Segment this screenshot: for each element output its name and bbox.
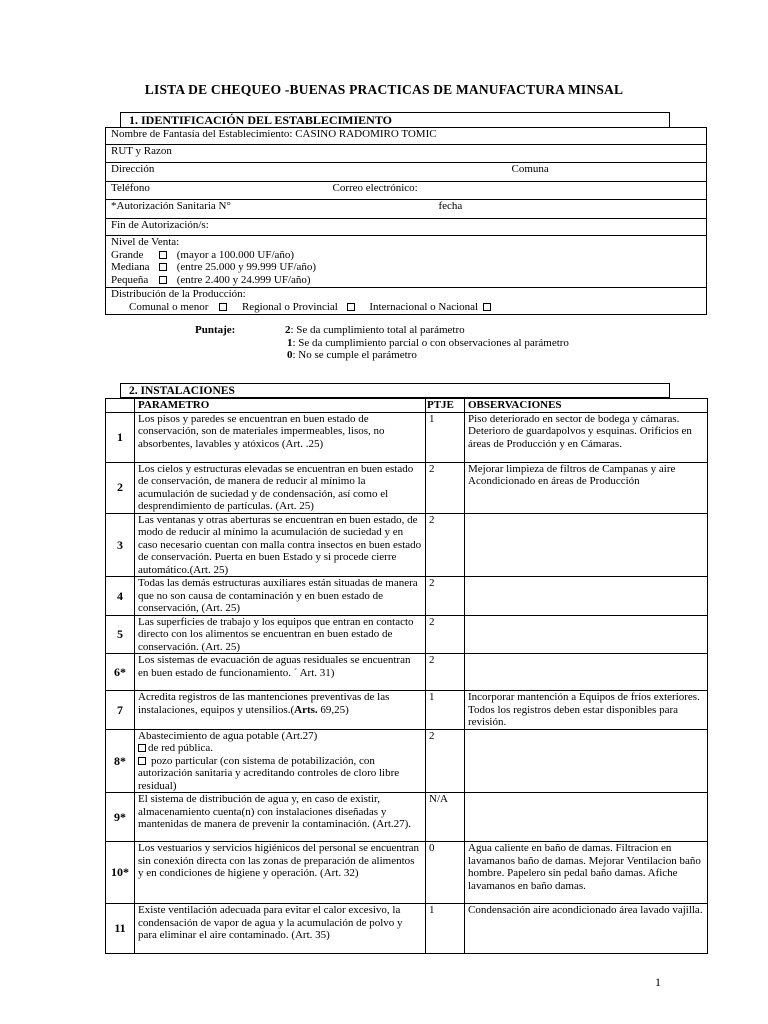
row-parametro <box>135 691 426 730</box>
row-ptje: 2 <box>426 729 465 793</box>
distribucion-label: Distribución de la Producción: <box>111 288 246 300</box>
param-text: Acredita registros de las mantenciones preventivas de las instalaciones, equipos y utensilios.( <box>138 691 390 716</box>
row-parametro: Los sistemas de evacuación de aguas residuales se encuentran en buen estado de funcionamiento. ´ Art. 31) <box>135 654 426 691</box>
score-value: 0 <box>287 349 293 361</box>
row-ptje: 2 <box>426 577 465 616</box>
red-publica-checkbox[interactable] <box>138 744 146 752</box>
table-row <box>106 615 708 654</box>
pequena-checkbox[interactable] <box>159 276 167 284</box>
internacional-label: Internacional o Nacional <box>369 300 479 313</box>
section2-heading: 2. INSTALACIONES <box>120 383 670 398</box>
direccion-label: Dirección <box>111 163 155 175</box>
page-number: 1 <box>655 975 661 989</box>
phone-field <box>106 182 707 200</box>
row-number: 4 <box>106 577 135 616</box>
row-number: 11 <box>106 904 135 954</box>
puntaje-legend <box>195 324 235 337</box>
row-ptje: 2 <box>426 615 465 654</box>
table-row <box>106 842 708 904</box>
row-observaciones <box>465 793 708 842</box>
row-number: 3 <box>106 513 135 577</box>
address-field <box>106 163 707 182</box>
nivel-venta-label: Nivel de Venta: <box>111 236 180 248</box>
rut-field: RUT y Razon <box>106 145 707 163</box>
pequena-option <box>111 274 706 287</box>
comunal-label: Comunal o menor <box>129 300 209 313</box>
row-observaciones: Incorporar mantención a Equipos de fríos exteriores. Todos los registros deben estar disponibles para revisión. <box>465 691 708 730</box>
score-text: : Se da cumplimiento total al parámetro <box>290 324 465 336</box>
row-ptje: 2 <box>426 462 465 513</box>
param-text: de red pública. <box>148 742 214 754</box>
row-observaciones <box>465 513 708 577</box>
table-header-row <box>106 399 708 413</box>
authorization-field <box>106 200 707 219</box>
regional-checkbox[interactable] <box>347 303 355 311</box>
row-parametro: Las superficies de trabajo y los equipos que entran en contacto directo con los alimentos se encuentran en buen estado de conservación. (Art. 25) <box>135 615 426 654</box>
row-parametro: Todas las demás estructuras auxiliares están situadas de manera que no son causa de contaminación y en buen estado de conservación, (Art. 25) <box>135 577 426 616</box>
table-row <box>106 462 708 513</box>
fecha-label: fecha <box>438 200 463 212</box>
nivel-venta-field <box>106 236 707 288</box>
section1-heading: 1. IDENTIFICACIÓN DEL ESTABLECIMIENTO <box>120 112 670 128</box>
row-observaciones <box>465 729 708 793</box>
row-number: 2 <box>106 462 135 513</box>
table-row <box>106 691 708 730</box>
score-text: : No se cumple el parámetro <box>292 349 417 361</box>
table-row <box>106 729 708 793</box>
row-observaciones: Piso deteriorado en sector de bodega y cámaras. Deterioro de guardapolvos y esquinas. Orificios en áreas de Producción y en Cámaras. <box>465 412 708 462</box>
distribucion-options <box>111 301 706 314</box>
row-parametro: Los cielos y estructuras elevadas se encuentran en buen estado de conservación, de manera de reducir al mínimo la acumulación de suciedad y de condensación, así como el desprendimiento de partículas. (Art. 25) <box>135 462 426 513</box>
table-row <box>106 412 708 462</box>
distribucion-field <box>106 288 707 315</box>
puntaje-line <box>285 324 569 337</box>
param-text: pozo particular (con sistema de potabilización, con autorización sanitaria y acreditando controles de cloro libre residual) <box>138 754 400 792</box>
table-row <box>106 793 708 842</box>
row-ptje: 1 <box>426 691 465 730</box>
row-observaciones <box>465 654 708 691</box>
pozo-checkbox[interactable] <box>138 757 146 765</box>
row-ptje: 1 <box>426 412 465 462</box>
header-ptje: PTJE <box>426 399 465 413</box>
score-text: : Se da cumplimiento parcial o con observaciones al parámetro <box>292 336 569 349</box>
mediana-option <box>111 261 706 274</box>
pequena-range: (entre 2.400 y 24.999 UF/año) <box>176 273 311 286</box>
row-observaciones <box>465 615 708 654</box>
pozo-option <box>138 755 422 793</box>
grande-label: Grande <box>111 248 144 261</box>
header-parametro: PARAMETRO <box>135 399 426 413</box>
row-observaciones: Condensación aire acondicionado área lavado vajilla. <box>465 904 708 954</box>
table-row <box>106 513 708 577</box>
puntaje-line <box>285 349 569 362</box>
internacional-checkbox[interactable] <box>483 303 491 311</box>
mediana-label: Mediana <box>111 261 150 273</box>
param-bold: Arts. <box>294 703 318 716</box>
param-text: 69,25) <box>317 703 349 716</box>
row-parametro: Las ventanas y otras aberturas se encuentran en buen estado, de modo de reducir al mínimo la acumulación de suciedad y en caso necesario cuentan con malla contra insectos en buen estado de conservación. Puerta en buen Estado y si procede cierre automático.(Art. 25) <box>135 513 426 577</box>
row-parametro: Existe ventilación adecuada para evitar el calor excesivo, la condensación de vapor de agua y la acumulación de polvo y para eliminar el aire contaminado. (Art. 35) <box>135 904 426 954</box>
pequena-label: Pequeña <box>111 273 149 286</box>
row-parametro: Los pisos y paredes se encuentran en buen estado de conservación, son de materiales impermeables, lisos, no absorbentes, lavables y atóxicos (Art. .25) <box>135 412 426 462</box>
row-ptje: 1 <box>426 904 465 954</box>
header-observaciones: OBSERVACIONES <box>465 399 708 413</box>
fin-autorizacion-field: Fin de Autorización/s: <box>106 219 707 236</box>
comunal-checkbox[interactable] <box>219 303 227 311</box>
row-number: 10* <box>106 842 135 904</box>
puntaje-lines <box>285 324 569 362</box>
row-ptje: 2 <box>426 513 465 577</box>
score-value: 1 <box>287 336 293 349</box>
row-number: 7 <box>106 691 135 730</box>
row-ptje: 0 <box>426 842 465 904</box>
score-value: 2 <box>285 324 291 336</box>
mediana-range: (entre 25.000 y 99.999 UF/año) <box>176 261 317 273</box>
comuna-label: Comuna <box>511 163 549 175</box>
grande-option <box>111 249 706 262</box>
row-observaciones <box>465 577 708 616</box>
correo-label: Correo electrónico: <box>332 182 418 194</box>
row-number: 6* <box>106 654 135 691</box>
grande-range: (mayor a 100.000 UF/año) <box>176 248 295 261</box>
row-number: 8* <box>106 729 135 793</box>
puntaje-line <box>285 337 569 350</box>
autorizacion-label: *Autorización Sanitaria N° <box>111 200 231 212</box>
puntaje-label: Puntaje: <box>195 324 236 336</box>
document-title: LISTA DE CHEQUEO -BUENAS PRACTICAS DE MANUFACTURA MINSAL <box>144 82 624 97</box>
table-row <box>106 904 708 954</box>
row-parametro: El sistema de distribución de agua y, en caso de existir, almacenamiento cuenta(n) con instalaciones diseñadas y mantenidas de manera de prevenir la contaminación. (Art.27). <box>135 793 426 842</box>
row-ptje: N/A <box>426 793 465 842</box>
param-text: Abastecimiento de agua potable (Art.27) <box>138 729 318 742</box>
row-number: 5 <box>106 615 135 654</box>
installations-table <box>105 398 708 954</box>
row-observaciones: Agua caliente en baño de damas. Filtracion en lavamanos baño de damas. Mejorar Ventilacion baño hombre. Papelero sin pedal baño damas. Afiche lavamanos en baño damas. <box>465 842 708 904</box>
mediana-checkbox[interactable] <box>159 263 167 271</box>
row-observaciones: Mejorar limpieza de filtros de Campanas y aire Acondicionado en áreas de Producción <box>465 462 708 513</box>
row-parametro <box>135 729 426 793</box>
table-row <box>106 654 708 691</box>
row-ptje: 2 <box>426 654 465 691</box>
row-number: 1 <box>106 412 135 462</box>
row-number: 9* <box>106 793 135 842</box>
table-row <box>106 577 708 616</box>
grande-checkbox[interactable] <box>159 251 167 259</box>
header-num <box>106 399 135 413</box>
row-parametro: Los vestuarios y servicios higiénicos del personal se encuentran sin conexión directa con las zonas de preparación de alimentos y en condiciones de higiene y operación. (Art. 32) <box>135 842 426 904</box>
fantasy-name-field: Nombre de Fantasía del Establecimiento: CASINO RADOMIRO TOMIC <box>106 128 707 145</box>
red-publica-option <box>138 742 422 755</box>
regional-label: Regional o Provincial <box>241 300 338 313</box>
telefono-label: Teléfono <box>111 182 150 194</box>
identification-table <box>105 127 707 315</box>
